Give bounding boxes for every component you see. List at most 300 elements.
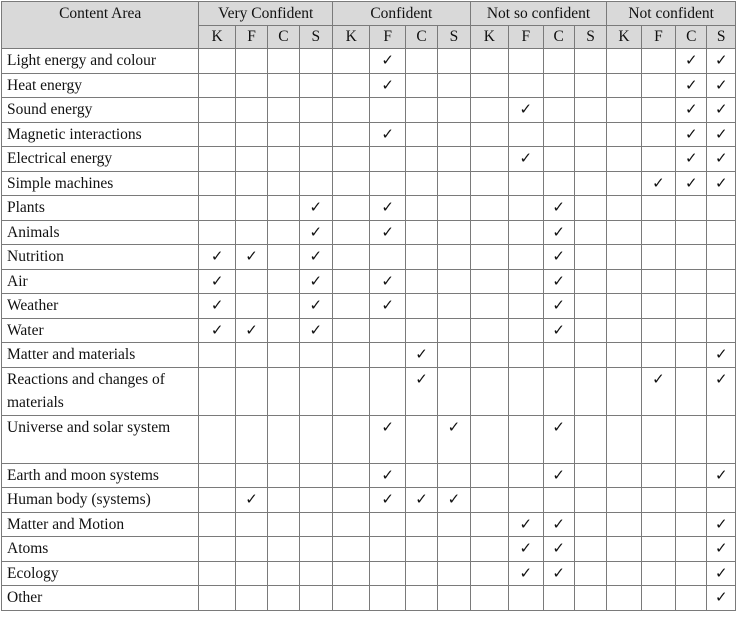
empty-cell bbox=[509, 196, 543, 221]
empty-cell bbox=[199, 73, 235, 98]
check-mark-icon: ✓ bbox=[543, 318, 574, 343]
empty-cell bbox=[199, 147, 235, 172]
empty-cell bbox=[333, 561, 370, 586]
content-area-label: Weather bbox=[2, 294, 199, 319]
empty-cell bbox=[438, 147, 470, 172]
content-area-label: Other bbox=[2, 586, 199, 611]
content-area-label: Sound energy bbox=[2, 98, 199, 123]
empty-cell bbox=[676, 367, 707, 415]
empty-cell bbox=[641, 49, 675, 74]
empty-cell bbox=[509, 415, 543, 463]
empty-cell bbox=[676, 343, 707, 368]
check-mark-icon: ✓ bbox=[641, 171, 675, 196]
table-row bbox=[2, 488, 736, 513]
empty-cell bbox=[370, 245, 405, 270]
empty-cell bbox=[641, 488, 675, 513]
empty-cell bbox=[676, 561, 707, 586]
empty-cell bbox=[470, 512, 508, 537]
empty-cell bbox=[235, 98, 267, 123]
empty-cell bbox=[470, 171, 508, 196]
empty-cell bbox=[199, 49, 235, 74]
empty-cell bbox=[607, 488, 641, 513]
empty-cell bbox=[574, 49, 606, 74]
empty-cell bbox=[405, 463, 437, 488]
empty-cell bbox=[574, 171, 606, 196]
empty-cell bbox=[676, 318, 707, 343]
table-row bbox=[2, 49, 736, 74]
content-area-label: Plants bbox=[2, 196, 199, 221]
empty-cell bbox=[370, 537, 405, 562]
empty-cell bbox=[607, 294, 641, 319]
header-group-row bbox=[2, 2, 736, 26]
empty-cell bbox=[438, 561, 470, 586]
check-mark-icon: ✓ bbox=[509, 537, 543, 562]
empty-cell bbox=[333, 147, 370, 172]
empty-cell bbox=[199, 220, 235, 245]
subcolumn-f: F bbox=[641, 26, 675, 49]
empty-cell bbox=[405, 147, 437, 172]
empty-cell bbox=[438, 463, 470, 488]
empty-cell bbox=[199, 122, 235, 147]
empty-cell bbox=[299, 463, 332, 488]
empty-cell bbox=[470, 463, 508, 488]
empty-cell bbox=[607, 463, 641, 488]
check-mark-icon: ✓ bbox=[199, 294, 235, 319]
check-mark-icon: ✓ bbox=[299, 196, 332, 221]
empty-cell bbox=[405, 220, 437, 245]
table-row bbox=[2, 122, 736, 147]
empty-cell bbox=[509, 49, 543, 74]
check-mark-icon: ✓ bbox=[676, 73, 707, 98]
empty-cell bbox=[543, 488, 574, 513]
empty-cell bbox=[333, 512, 370, 537]
empty-cell bbox=[405, 415, 437, 463]
empty-cell bbox=[268, 367, 299, 415]
check-mark-icon: ✓ bbox=[405, 343, 437, 368]
table-body bbox=[2, 49, 736, 611]
subcolumn-c: C bbox=[268, 26, 299, 49]
check-mark-icon: ✓ bbox=[370, 488, 405, 513]
empty-cell bbox=[607, 415, 641, 463]
check-mark-icon: ✓ bbox=[370, 220, 405, 245]
empty-cell bbox=[707, 245, 736, 270]
empty-cell bbox=[405, 245, 437, 270]
empty-cell bbox=[199, 196, 235, 221]
table-header bbox=[2, 2, 736, 49]
empty-cell bbox=[268, 122, 299, 147]
empty-cell bbox=[607, 122, 641, 147]
empty-cell bbox=[574, 537, 606, 562]
empty-cell bbox=[607, 98, 641, 123]
empty-cell bbox=[235, 269, 267, 294]
check-mark-icon: ✓ bbox=[370, 73, 405, 98]
empty-cell bbox=[438, 73, 470, 98]
check-mark-icon: ✓ bbox=[370, 415, 405, 463]
empty-cell bbox=[676, 220, 707, 245]
empty-cell bbox=[470, 147, 508, 172]
empty-cell bbox=[470, 294, 508, 319]
table-row bbox=[2, 73, 736, 98]
empty-cell bbox=[405, 269, 437, 294]
content-area-label: Animals bbox=[2, 220, 199, 245]
empty-cell bbox=[470, 98, 508, 123]
check-mark-icon: ✓ bbox=[370, 269, 405, 294]
empty-cell bbox=[268, 147, 299, 172]
empty-cell bbox=[405, 294, 437, 319]
check-mark-icon: ✓ bbox=[299, 245, 332, 270]
empty-cell bbox=[543, 171, 574, 196]
empty-cell bbox=[370, 98, 405, 123]
empty-cell bbox=[470, 73, 508, 98]
empty-cell bbox=[268, 537, 299, 562]
empty-cell bbox=[268, 245, 299, 270]
content-area-label: Atoms bbox=[2, 537, 199, 562]
empty-cell bbox=[641, 220, 675, 245]
empty-cell bbox=[641, 269, 675, 294]
table-row bbox=[2, 245, 736, 270]
empty-cell bbox=[299, 367, 332, 415]
empty-cell bbox=[707, 294, 736, 319]
empty-cell bbox=[268, 49, 299, 74]
content-area-label: Light energy and colour bbox=[2, 49, 199, 74]
empty-cell bbox=[641, 294, 675, 319]
empty-cell bbox=[438, 343, 470, 368]
check-mark-icon: ✓ bbox=[707, 49, 736, 74]
empty-cell bbox=[543, 367, 574, 415]
empty-cell bbox=[199, 561, 235, 586]
check-mark-icon: ✓ bbox=[641, 367, 675, 415]
empty-cell bbox=[235, 561, 267, 586]
check-mark-icon: ✓ bbox=[707, 147, 736, 172]
empty-cell bbox=[574, 147, 606, 172]
empty-cell bbox=[607, 73, 641, 98]
empty-cell bbox=[470, 318, 508, 343]
empty-cell bbox=[607, 561, 641, 586]
empty-cell bbox=[199, 367, 235, 415]
check-mark-icon: ✓ bbox=[707, 512, 736, 537]
content-area-label: Water bbox=[2, 318, 199, 343]
empty-cell bbox=[333, 73, 370, 98]
check-mark-icon: ✓ bbox=[676, 122, 707, 147]
empty-cell bbox=[268, 220, 299, 245]
check-mark-icon: ✓ bbox=[676, 98, 707, 123]
content-area-label: Electrical energy bbox=[2, 147, 199, 172]
content-area-label: Matter and materials bbox=[2, 343, 199, 368]
empty-cell bbox=[370, 512, 405, 537]
empty-cell bbox=[268, 512, 299, 537]
empty-cell bbox=[199, 488, 235, 513]
empty-cell bbox=[641, 98, 675, 123]
content-area-label: Magnetic interactions bbox=[2, 122, 199, 147]
empty-cell bbox=[574, 269, 606, 294]
empty-cell bbox=[574, 122, 606, 147]
table-row bbox=[2, 415, 736, 463]
empty-cell bbox=[299, 49, 332, 74]
empty-cell bbox=[509, 245, 543, 270]
empty-cell bbox=[235, 512, 267, 537]
empty-cell bbox=[268, 586, 299, 611]
empty-cell bbox=[370, 343, 405, 368]
empty-cell bbox=[405, 98, 437, 123]
empty-cell bbox=[607, 537, 641, 562]
check-mark-icon: ✓ bbox=[370, 196, 405, 221]
empty-cell bbox=[470, 196, 508, 221]
empty-cell bbox=[574, 98, 606, 123]
check-mark-icon: ✓ bbox=[235, 245, 267, 270]
empty-cell bbox=[607, 147, 641, 172]
empty-cell bbox=[235, 122, 267, 147]
content-area-label: Nutrition bbox=[2, 245, 199, 270]
empty-cell bbox=[199, 171, 235, 196]
empty-cell bbox=[333, 367, 370, 415]
empty-cell bbox=[574, 512, 606, 537]
empty-cell bbox=[333, 49, 370, 74]
empty-cell bbox=[676, 294, 707, 319]
empty-cell bbox=[268, 171, 299, 196]
table-row bbox=[2, 343, 736, 368]
empty-cell bbox=[370, 561, 405, 586]
empty-cell bbox=[299, 171, 332, 196]
empty-cell bbox=[268, 318, 299, 343]
empty-cell bbox=[607, 171, 641, 196]
empty-cell bbox=[370, 171, 405, 196]
empty-cell bbox=[543, 586, 574, 611]
empty-cell bbox=[268, 561, 299, 586]
empty-cell bbox=[574, 463, 606, 488]
content-area-label: Matter and Motion bbox=[2, 512, 199, 537]
check-mark-icon: ✓ bbox=[299, 220, 332, 245]
empty-cell bbox=[707, 415, 736, 463]
empty-cell bbox=[607, 343, 641, 368]
empty-cell bbox=[235, 49, 267, 74]
empty-cell bbox=[470, 367, 508, 415]
subcolumn-k: K bbox=[333, 26, 370, 49]
empty-cell bbox=[470, 220, 508, 245]
content-area-label: Simple machines bbox=[2, 171, 199, 196]
table-row bbox=[2, 586, 736, 611]
empty-cell bbox=[235, 171, 267, 196]
empty-cell bbox=[509, 586, 543, 611]
check-mark-icon: ✓ bbox=[543, 561, 574, 586]
check-mark-icon: ✓ bbox=[676, 171, 707, 196]
empty-cell bbox=[509, 343, 543, 368]
empty-cell bbox=[470, 245, 508, 270]
empty-cell bbox=[641, 512, 675, 537]
check-mark-icon: ✓ bbox=[543, 415, 574, 463]
check-mark-icon: ✓ bbox=[299, 294, 332, 319]
check-mark-icon: ✓ bbox=[405, 367, 437, 415]
empty-cell bbox=[574, 245, 606, 270]
check-mark-icon: ✓ bbox=[370, 294, 405, 319]
check-mark-icon: ✓ bbox=[543, 512, 574, 537]
empty-cell bbox=[199, 586, 235, 611]
check-mark-icon: ✓ bbox=[199, 245, 235, 270]
empty-cell bbox=[509, 294, 543, 319]
empty-cell bbox=[405, 512, 437, 537]
empty-cell bbox=[509, 220, 543, 245]
empty-cell bbox=[235, 196, 267, 221]
empty-cell bbox=[607, 245, 641, 270]
table-row bbox=[2, 463, 736, 488]
table-row bbox=[2, 512, 736, 537]
check-mark-icon: ✓ bbox=[707, 343, 736, 368]
empty-cell bbox=[235, 463, 267, 488]
empty-cell bbox=[405, 586, 437, 611]
empty-cell bbox=[235, 73, 267, 98]
empty-cell bbox=[299, 537, 332, 562]
empty-cell bbox=[509, 488, 543, 513]
empty-cell bbox=[438, 512, 470, 537]
empty-cell bbox=[641, 463, 675, 488]
empty-cell bbox=[268, 269, 299, 294]
table-row bbox=[2, 318, 736, 343]
check-mark-icon: ✓ bbox=[543, 537, 574, 562]
empty-cell bbox=[438, 294, 470, 319]
empty-cell bbox=[438, 220, 470, 245]
table-row bbox=[2, 220, 736, 245]
check-mark-icon: ✓ bbox=[299, 318, 332, 343]
empty-cell bbox=[333, 196, 370, 221]
empty-cell bbox=[333, 318, 370, 343]
table-row bbox=[2, 561, 736, 586]
empty-cell bbox=[299, 415, 332, 463]
empty-cell bbox=[199, 415, 235, 463]
empty-cell bbox=[543, 147, 574, 172]
empty-cell bbox=[405, 73, 437, 98]
check-mark-icon: ✓ bbox=[438, 415, 470, 463]
empty-cell bbox=[509, 73, 543, 98]
subcolumn-c: C bbox=[405, 26, 437, 49]
empty-cell bbox=[199, 537, 235, 562]
check-mark-icon: ✓ bbox=[235, 488, 267, 513]
check-mark-icon: ✓ bbox=[509, 512, 543, 537]
check-mark-icon: ✓ bbox=[543, 220, 574, 245]
empty-cell bbox=[641, 537, 675, 562]
empty-cell bbox=[470, 49, 508, 74]
empty-cell bbox=[268, 463, 299, 488]
empty-cell bbox=[470, 122, 508, 147]
empty-cell bbox=[333, 586, 370, 611]
empty-cell bbox=[607, 512, 641, 537]
subcolumn-k: K bbox=[470, 26, 508, 49]
empty-cell bbox=[370, 367, 405, 415]
check-mark-icon: ✓ bbox=[509, 561, 543, 586]
empty-cell bbox=[543, 73, 574, 98]
empty-cell bbox=[333, 488, 370, 513]
empty-cell bbox=[438, 269, 470, 294]
check-mark-icon: ✓ bbox=[676, 49, 707, 74]
empty-cell bbox=[405, 196, 437, 221]
subcolumn-k: K bbox=[607, 26, 641, 49]
group-header-not-confident: Not confident bbox=[607, 2, 736, 26]
empty-cell bbox=[370, 318, 405, 343]
empty-cell bbox=[268, 98, 299, 123]
content-area-label: Heat energy bbox=[2, 73, 199, 98]
empty-cell bbox=[333, 415, 370, 463]
empty-cell bbox=[707, 488, 736, 513]
empty-cell bbox=[607, 586, 641, 611]
empty-cell bbox=[438, 49, 470, 74]
empty-cell bbox=[268, 415, 299, 463]
check-mark-icon: ✓ bbox=[543, 269, 574, 294]
empty-cell bbox=[438, 537, 470, 562]
check-mark-icon: ✓ bbox=[543, 294, 574, 319]
empty-cell bbox=[676, 488, 707, 513]
subcolumn-f: F bbox=[509, 26, 543, 49]
table-row bbox=[2, 196, 736, 221]
check-mark-icon: ✓ bbox=[707, 171, 736, 196]
check-mark-icon: ✓ bbox=[707, 586, 736, 611]
check-mark-icon: ✓ bbox=[707, 463, 736, 488]
table-row bbox=[2, 294, 736, 319]
table-row bbox=[2, 367, 736, 415]
empty-cell bbox=[676, 245, 707, 270]
empty-cell bbox=[641, 73, 675, 98]
empty-cell bbox=[509, 269, 543, 294]
empty-cell bbox=[438, 318, 470, 343]
empty-cell bbox=[405, 122, 437, 147]
empty-cell bbox=[333, 220, 370, 245]
subcolumn-s: S bbox=[438, 26, 470, 49]
empty-cell bbox=[641, 586, 675, 611]
empty-cell bbox=[574, 318, 606, 343]
empty-cell bbox=[405, 561, 437, 586]
group-header-not-so-confident: Not so confident bbox=[470, 2, 607, 26]
empty-cell bbox=[199, 512, 235, 537]
subcolumn-c: C bbox=[676, 26, 707, 49]
empty-cell bbox=[676, 537, 707, 562]
check-mark-icon: ✓ bbox=[509, 98, 543, 123]
empty-cell bbox=[299, 98, 332, 123]
empty-cell bbox=[676, 463, 707, 488]
empty-cell bbox=[574, 415, 606, 463]
empty-cell bbox=[333, 269, 370, 294]
empty-cell bbox=[607, 220, 641, 245]
table-row bbox=[2, 147, 736, 172]
empty-cell bbox=[470, 415, 508, 463]
empty-cell bbox=[607, 367, 641, 415]
empty-cell bbox=[405, 171, 437, 196]
check-mark-icon: ✓ bbox=[370, 122, 405, 147]
empty-cell bbox=[235, 415, 267, 463]
empty-cell bbox=[574, 586, 606, 611]
empty-cell bbox=[333, 98, 370, 123]
empty-cell bbox=[676, 512, 707, 537]
empty-cell bbox=[641, 561, 675, 586]
empty-cell bbox=[405, 318, 437, 343]
empty-cell bbox=[333, 343, 370, 368]
subcolumn-s: S bbox=[707, 26, 736, 49]
empty-cell bbox=[438, 122, 470, 147]
empty-cell bbox=[607, 269, 641, 294]
check-mark-icon: ✓ bbox=[299, 269, 332, 294]
empty-cell bbox=[574, 367, 606, 415]
empty-cell bbox=[641, 147, 675, 172]
check-mark-icon: ✓ bbox=[405, 488, 437, 513]
empty-cell bbox=[574, 488, 606, 513]
check-mark-icon: ✓ bbox=[509, 147, 543, 172]
empty-cell bbox=[676, 415, 707, 463]
empty-cell bbox=[405, 49, 437, 74]
empty-cell bbox=[268, 343, 299, 368]
subcolumn-f: F bbox=[235, 26, 267, 49]
empty-cell bbox=[299, 343, 332, 368]
empty-cell bbox=[299, 561, 332, 586]
check-mark-icon: ✓ bbox=[707, 537, 736, 562]
check-mark-icon: ✓ bbox=[543, 196, 574, 221]
check-mark-icon: ✓ bbox=[370, 49, 405, 74]
empty-cell bbox=[199, 98, 235, 123]
